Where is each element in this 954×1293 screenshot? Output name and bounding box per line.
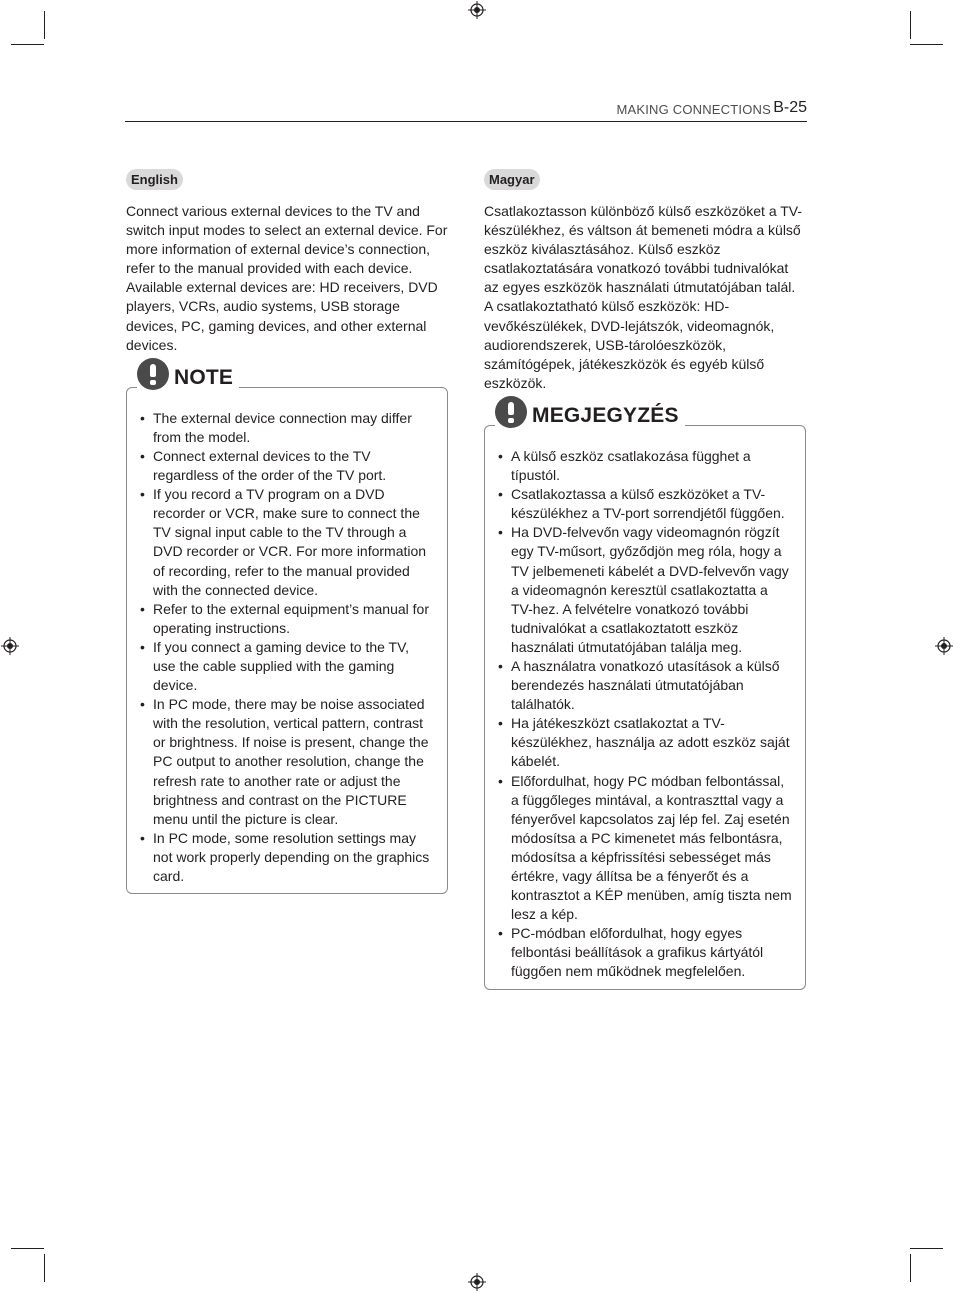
paragraph: Connect various external devices to the TV and switch input modes to select an external device. For more information of external device’s connection, refer to the manual provided with each device. [126,203,448,277]
crop-mark [44,11,45,39]
crop-mark [11,44,44,45]
intro-text [484,202,806,393]
list-item: • Refer to the external equipment’s manual for operating instructions. [139,600,435,638]
list-item: • Connect external devices to the TV regardless of the order of the TV port. [139,447,435,485]
note-title: MEGJEGYZÉS [532,403,679,427]
language-tag-english: English [126,169,183,190]
list-item: • A külső eszköz csatlakozása függhet a típustól. [497,447,793,485]
registration-mark-icon [468,1273,486,1291]
magyar-column [484,169,806,990]
english-column [126,169,448,894]
page-number: B-25 [773,99,807,116]
registration-mark-icon [935,637,953,655]
note-header [495,404,685,428]
list-item: • PC-módban előfordulhat, hogy egyes felbontási beállítások a grafikus kártyától függően nem működnek megfelelően. [497,924,793,981]
note-list [497,447,793,982]
crop-mark [910,11,911,39]
exclamation-icon [495,396,527,428]
list-item: • If you connect a gaming device to the TV, use the cable supplied with the gaming device. [139,638,435,695]
list-item: • In PC mode, some resolution settings may not work properly depending on the graphics card. [139,829,435,886]
paragraph: A csatlakoztatható külső eszközök: HD-vevőkészülékek, DVD-lejátszók, videomagnók, audiorendszerek, USB-tárolóeszközök, számítógépek, játékeszközök és egyéb külső eszközök. [484,298,775,391]
exclamation-icon [137,358,169,390]
paragraph: Csatlakoztasson különböző külső eszközöket a TV-készülékhez, és váltson át bemeneti módra a külső eszköz kiválasztásához. Külső eszköz csatlakoztatására vonatkozó további tudnivalókat az egyes eszközök használati útmutatójában talál. [484,203,803,296]
list-item: • In PC mode, there may be noise associated with the resolution, vertical pattern, contrast or brightness. If noise is present, change the PC output to another resolution, change the refresh rate to another rate or adjust the brightness and contrast on the PICTURE menu until the picture is clear. [139,695,435,829]
list-item: • Ha DVD-felvevőn vagy videomagnón rögzít egy TV-műsort, győződjön meg róla, hogy a TV jelbemeneti kábelét a DVD-felvevőn vagy a videomagnón keresztül csatlakoztatta a TV-hez. A felvételre vonatkozó további tudnivalókat a csatlakoztatott eszköz használati útmutatójában találja meg. [497,523,793,657]
crop-mark [910,1248,943,1249]
crop-mark [11,1248,44,1249]
language-tag-magyar: Magyar [484,169,540,190]
note-list [139,409,435,886]
list-item: • The external device connection may differ from the model. [139,409,435,447]
list-item: • A használatra vonatkozó utasítások a külső berendezés használati útmutatójában találhatók. [497,657,793,714]
intro-text [126,202,448,355]
list-item: • Csatlakoztassa a külső eszközöket a TV-készülékhez a TV-port sorrendjétől függően. [497,485,793,523]
note-box [126,365,448,894]
registration-mark-icon [1,637,19,655]
section-title: MAKING CONNECTIONS [616,102,771,117]
crop-mark [910,1254,911,1282]
crop-mark [44,1254,45,1282]
note-header [137,366,239,390]
paragraph: Available external devices are: HD receivers, DVD players, VCRs, audio systems, USB storage devices, PC, gaming devices, and other external devices. [126,279,438,353]
list-item: • If you record a TV program on a DVD recorder or VCR, make sure to connect the TV signal input cable to the TV through a DVD recorder or VCR. For more information of recording, refer to the manual provided with the connected device. [139,485,435,600]
note-box [484,403,806,990]
note-title: NOTE [174,365,234,389]
registration-mark-icon [468,1,486,19]
list-item: • Ha játékeszközt csatlakoztat a TV-készülékhez, használja az adott eszköz saját kábelét. [497,714,793,771]
list-item: • Előfordulhat, hogy PC módban felbontással, a függőleges mintával, a kontraszttal vagy a fényerővel kapcsolatos zaj lép fel. Zaj esetén módosítsa a PC kimenetet más felbontásra, módosítsa a képfrissítési sebességet más értékre, vagy állítsa be a fényerőt és a kontrasztot a KÉP menüben, amíg tiszta nem lesz a kép. [497,772,793,925]
page-header [125,97,807,122]
crop-mark [910,44,943,45]
